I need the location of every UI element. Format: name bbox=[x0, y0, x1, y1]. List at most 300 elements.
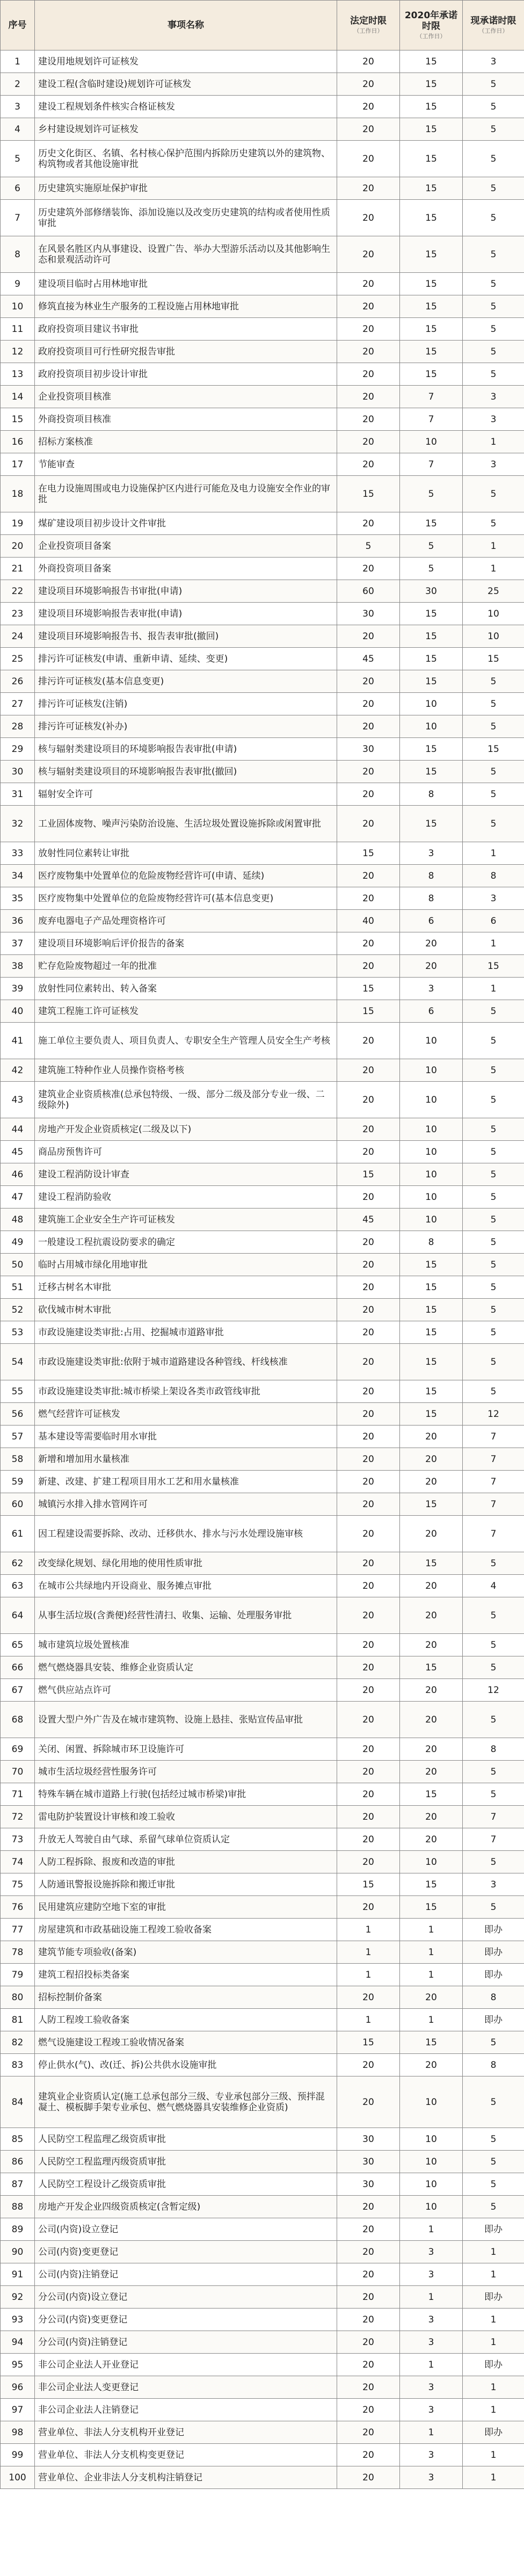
row-item-name: 排污许可证核发(基本信息变更) bbox=[35, 670, 337, 693]
row-item-name: 建设项目环境影响报告书审批(申请) bbox=[35, 580, 337, 603]
row-number: 94 bbox=[1, 2331, 35, 2354]
row-number: 75 bbox=[1, 1873, 35, 1896]
row-legal-limit: 20 bbox=[337, 1761, 400, 1783]
row-number: 5 bbox=[1, 141, 35, 177]
row-number: 93 bbox=[1, 2309, 35, 2331]
row-promise-2020: 10 bbox=[400, 1163, 463, 1186]
table-row bbox=[1, 1783, 524, 1806]
row-item-name: 营业单位、非法人分支机构变更登记 bbox=[35, 2444, 337, 2466]
row-item-name: 人民防空工程设计乙级资质审批 bbox=[35, 2173, 337, 2196]
row-promise-2020: 10 bbox=[400, 715, 463, 738]
row-promise-2020: 10 bbox=[400, 1118, 463, 1141]
row-legal-limit: 20 bbox=[337, 2263, 400, 2286]
row-current-limit: 7 bbox=[463, 1426, 524, 1448]
row-item-name: 升放无人驾驶自由气球、系留气球单位资质认定 bbox=[35, 1828, 337, 1851]
row-current-limit: 4 bbox=[463, 1575, 524, 1597]
row-number: 30 bbox=[1, 761, 35, 783]
header-current-promise: 现承诺时限 （工作日） bbox=[463, 1, 524, 50]
row-item-name: 建设工程消防验收 bbox=[35, 1186, 337, 1209]
table-row bbox=[1, 1761, 524, 1783]
row-item-name: 房地产开发企业资质核定(二级及以下) bbox=[35, 1118, 337, 1141]
row-legal-limit: 20 bbox=[337, 1254, 400, 1276]
table-row bbox=[1, 177, 524, 200]
row-promise-2020: 6 bbox=[400, 910, 463, 932]
table-row bbox=[1, 1964, 524, 1986]
row-legal-limit: 20 bbox=[337, 955, 400, 978]
row-legal-limit: 20 bbox=[337, 1186, 400, 1209]
row-item-name: 建设用地规划许可证核发 bbox=[35, 50, 337, 73]
row-number: 24 bbox=[1, 625, 35, 648]
row-legal-limit: 45 bbox=[337, 648, 400, 670]
row-item-name: 燃气设施建设工程竣工验收情况备案 bbox=[35, 2031, 337, 2054]
table-row bbox=[1, 2444, 524, 2466]
table-row bbox=[1, 73, 524, 96]
row-number: 57 bbox=[1, 1426, 35, 1448]
row-item-name: 雷电防护装置设计审核和竣工验收 bbox=[35, 1806, 337, 1828]
row-number: 80 bbox=[1, 1986, 35, 2009]
row-number: 98 bbox=[1, 2421, 35, 2444]
table-row bbox=[1, 783, 524, 806]
table-row bbox=[1, 1896, 524, 1919]
row-item-name: 分公司(内资)注销登记 bbox=[35, 2331, 337, 2354]
row-legal-limit: 20 bbox=[337, 2054, 400, 2076]
row-number: 55 bbox=[1, 1380, 35, 1403]
row-legal-limit: 20 bbox=[337, 1896, 400, 1919]
row-item-name: 新增和增加用水量核准 bbox=[35, 1448, 337, 1471]
row-item-name: 分公司(内资)设立登记 bbox=[35, 2286, 337, 2309]
row-item-name: 一般建设工程抗震设防要求的确定 bbox=[35, 1231, 337, 1254]
row-item-name: 政府投资项目初步设计审批 bbox=[35, 363, 337, 386]
row-item-name: 乡村建设规划许可证核发 bbox=[35, 118, 337, 141]
table-row bbox=[1, 887, 524, 910]
table-row bbox=[1, 1254, 524, 1276]
row-promise-2020: 10 bbox=[400, 2151, 463, 2173]
row-item-name: 排污许可证核发(补办) bbox=[35, 715, 337, 738]
row-current-limit: 5 bbox=[463, 295, 524, 318]
row-promise-2020: 15 bbox=[400, 670, 463, 693]
row-promise-2020: 3 bbox=[400, 2466, 463, 2489]
table-row bbox=[1, 2076, 524, 2128]
row-legal-limit: 20 bbox=[337, 2466, 400, 2489]
row-item-name: 建筑业企业资质核准(总承包特级、一级、部分二级及部分专业一级、二级除外) bbox=[35, 1082, 337, 1118]
row-current-limit: 5 bbox=[463, 1000, 524, 1023]
row-current-limit: 5 bbox=[463, 693, 524, 715]
row-current-limit: 1 bbox=[463, 2466, 524, 2489]
table-row bbox=[1, 1082, 524, 1118]
table-row bbox=[1, 1702, 524, 1738]
table-row bbox=[1, 1656, 524, 1679]
row-item-name: 企业投资项目核准 bbox=[35, 386, 337, 408]
row-current-limit: 5 bbox=[463, 1082, 524, 1118]
row-current-limit: 5 bbox=[463, 1851, 524, 1873]
table-row bbox=[1, 2173, 524, 2196]
row-promise-2020: 10 bbox=[400, 2076, 463, 2128]
row-legal-limit: 20 bbox=[337, 200, 400, 236]
row-current-limit: 5 bbox=[463, 1299, 524, 1321]
row-promise-2020: 8 bbox=[400, 887, 463, 910]
row-number: 20 bbox=[1, 535, 35, 558]
row-promise-2020: 5 bbox=[400, 535, 463, 558]
row-promise-2020: 8 bbox=[400, 783, 463, 806]
row-current-limit: 25 bbox=[463, 580, 524, 603]
row-promise-2020: 15 bbox=[400, 512, 463, 535]
row-legal-limit: 20 bbox=[337, 1426, 400, 1448]
row-number: 8 bbox=[1, 236, 35, 273]
row-legal-limit: 20 bbox=[337, 341, 400, 363]
row-legal-limit: 20 bbox=[337, 1634, 400, 1656]
row-current-limit: 3 bbox=[463, 408, 524, 431]
row-current-limit: 即办 bbox=[463, 2218, 524, 2241]
table-row bbox=[1, 2009, 524, 2031]
row-item-name: 停止供水(气)、改(迁、拆)公共供水设施审批 bbox=[35, 2054, 337, 2076]
table-row bbox=[1, 1403, 524, 1426]
row-legal-limit: 15 bbox=[337, 476, 400, 512]
row-number: 81 bbox=[1, 2009, 35, 2031]
row-current-limit: 1 bbox=[463, 2444, 524, 2466]
row-promise-2020: 10 bbox=[400, 1141, 463, 1163]
table-row bbox=[1, 295, 524, 318]
row-current-limit: 15 bbox=[463, 648, 524, 670]
table-row bbox=[1, 1186, 524, 1209]
row-number: 41 bbox=[1, 1023, 35, 1059]
row-item-name: 建设项目临时占用林地审批 bbox=[35, 273, 337, 295]
row-legal-limit: 20 bbox=[337, 2309, 400, 2331]
row-current-limit: 3 bbox=[463, 453, 524, 476]
row-current-limit: 5 bbox=[463, 512, 524, 535]
table-row bbox=[1, 200, 524, 236]
table-row bbox=[1, 2286, 524, 2309]
row-item-name: 建设项目环境影响报告表审批(申请) bbox=[35, 603, 337, 625]
row-item-name: 施工单位主要负责人、项目负责人、专职安全生产管理人员安全生产考核 bbox=[35, 1023, 337, 1059]
table-row bbox=[1, 2128, 524, 2151]
row-promise-2020: 15 bbox=[400, 50, 463, 73]
row-current-limit: 5 bbox=[463, 2076, 524, 2128]
row-promise-2020: 5 bbox=[400, 558, 463, 580]
row-item-name: 非公司企业法人变更登记 bbox=[35, 2376, 337, 2399]
row-promise-2020: 15 bbox=[400, 141, 463, 177]
row-current-limit: 15 bbox=[463, 955, 524, 978]
row-legal-limit: 20 bbox=[337, 1141, 400, 1163]
row-item-name: 临时占用城市绿化用地审批 bbox=[35, 1254, 337, 1276]
row-current-limit: 5 bbox=[463, 273, 524, 295]
row-promise-2020: 1 bbox=[400, 2009, 463, 2031]
row-promise-2020: 20 bbox=[400, 1516, 463, 1552]
row-legal-limit: 20 bbox=[337, 2331, 400, 2354]
row-legal-limit: 20 bbox=[337, 50, 400, 73]
row-current-limit: 即办 bbox=[463, 1964, 524, 1986]
row-promise-2020: 15 bbox=[400, 1321, 463, 1344]
row-legal-limit: 15 bbox=[337, 978, 400, 1000]
row-item-name: 排污许可证核发(注销) bbox=[35, 693, 337, 715]
row-legal-limit: 15 bbox=[337, 1163, 400, 1186]
row-promise-2020: 15 bbox=[400, 73, 463, 96]
row-legal-limit: 15 bbox=[337, 1000, 400, 1023]
row-item-name: 设置大型户外广告及在城市建筑物、设施上悬挂、张贴宣传品审批 bbox=[35, 1702, 337, 1738]
row-legal-limit: 1 bbox=[337, 2009, 400, 2031]
row-legal-limit: 1 bbox=[337, 1919, 400, 1941]
row-current-limit: 6 bbox=[463, 910, 524, 932]
row-number: 13 bbox=[1, 363, 35, 386]
row-promise-2020: 10 bbox=[400, 1186, 463, 1209]
row-legal-limit: 20 bbox=[337, 2354, 400, 2376]
row-number: 68 bbox=[1, 1702, 35, 1738]
row-promise-2020: 1 bbox=[400, 1941, 463, 1964]
table-row bbox=[1, 670, 524, 693]
table-row bbox=[1, 1828, 524, 1851]
row-item-name: 建设工程规划条件核实合格证核发 bbox=[35, 96, 337, 118]
row-current-limit: 5 bbox=[463, 318, 524, 341]
row-number: 62 bbox=[1, 1552, 35, 1575]
row-legal-limit: 20 bbox=[337, 118, 400, 141]
row-promise-2020: 15 bbox=[400, 1552, 463, 1575]
row-current-limit: 1 bbox=[463, 431, 524, 453]
row-number: 59 bbox=[1, 1471, 35, 1493]
row-number: 50 bbox=[1, 1254, 35, 1276]
row-number: 33 bbox=[1, 842, 35, 865]
row-current-limit: 5 bbox=[463, 1209, 524, 1231]
row-current-limit: 1 bbox=[463, 2376, 524, 2399]
row-current-limit: 5 bbox=[463, 1059, 524, 1082]
row-promise-2020: 3 bbox=[400, 2376, 463, 2399]
row-promise-2020: 15 bbox=[400, 1783, 463, 1806]
row-current-limit: 1 bbox=[463, 842, 524, 865]
row-legal-limit: 20 bbox=[337, 1783, 400, 1806]
table-row bbox=[1, 2031, 524, 2054]
table-row bbox=[1, 1941, 524, 1964]
table-row bbox=[1, 715, 524, 738]
row-promise-2020: 1 bbox=[400, 2218, 463, 2241]
row-number: 48 bbox=[1, 1209, 35, 1231]
row-number: 52 bbox=[1, 1299, 35, 1321]
row-number: 2 bbox=[1, 73, 35, 96]
table-row bbox=[1, 1679, 524, 1702]
row-item-name: 公司(内资)注销登记 bbox=[35, 2263, 337, 2286]
row-legal-limit: 30 bbox=[337, 603, 400, 625]
row-current-limit: 5 bbox=[463, 1163, 524, 1186]
row-item-name: 营业单位、企业非法人分支机构注销登记 bbox=[35, 2466, 337, 2489]
row-number: 49 bbox=[1, 1231, 35, 1254]
row-current-limit: 12 bbox=[463, 1403, 524, 1426]
row-item-name: 人防工程竣工验收备案 bbox=[35, 2009, 337, 2031]
row-legal-limit: 30 bbox=[337, 2128, 400, 2151]
row-promise-2020: 3 bbox=[400, 2241, 463, 2263]
row-legal-limit: 20 bbox=[337, 1851, 400, 1873]
row-legal-limit: 20 bbox=[337, 806, 400, 842]
row-promise-2020: 15 bbox=[400, 1493, 463, 1516]
row-current-limit: 8 bbox=[463, 2054, 524, 2076]
row-promise-2020: 20 bbox=[400, 1806, 463, 1828]
row-item-name: 招标控制价备案 bbox=[35, 1986, 337, 2009]
row-number: 16 bbox=[1, 431, 35, 453]
row-promise-2020: 20 bbox=[400, 1597, 463, 1634]
row-item-name: 基本建设等需要临时用水审批 bbox=[35, 1426, 337, 1448]
row-promise-2020: 3 bbox=[400, 2309, 463, 2331]
row-promise-2020: 20 bbox=[400, 1448, 463, 1471]
row-item-name: 人民防空工程监理乙级资质审批 bbox=[35, 2128, 337, 2151]
row-current-limit: 10 bbox=[463, 625, 524, 648]
row-legal-limit: 20 bbox=[337, 1597, 400, 1634]
row-legal-limit: 20 bbox=[337, 73, 400, 96]
row-legal-limit: 20 bbox=[337, 1516, 400, 1552]
table-row bbox=[1, 1575, 524, 1597]
row-number: 63 bbox=[1, 1575, 35, 1597]
row-number: 17 bbox=[1, 453, 35, 476]
row-promise-2020: 20 bbox=[400, 955, 463, 978]
row-item-name: 因工程建设需要拆除、改动、迁移供水、排水与污水处理设施审核 bbox=[35, 1516, 337, 1552]
row-item-name: 城市建筑垃圾处置核准 bbox=[35, 1634, 337, 1656]
row-legal-limit: 20 bbox=[337, 2399, 400, 2421]
row-legal-limit: 20 bbox=[337, 1828, 400, 1851]
row-number: 19 bbox=[1, 512, 35, 535]
row-current-limit: 5 bbox=[463, 1783, 524, 1806]
row-legal-limit: 20 bbox=[337, 1702, 400, 1738]
row-legal-limit: 20 bbox=[337, 2286, 400, 2309]
row-number: 79 bbox=[1, 1964, 35, 1986]
row-promise-2020: 10 bbox=[400, 2128, 463, 2151]
row-current-limit: 10 bbox=[463, 603, 524, 625]
row-legal-limit: 60 bbox=[337, 580, 400, 603]
row-current-limit: 5 bbox=[463, 1552, 524, 1575]
row-legal-limit: 20 bbox=[337, 1986, 400, 2009]
row-number: 39 bbox=[1, 978, 35, 1000]
table-row bbox=[1, 2421, 524, 2444]
row-promise-2020: 5 bbox=[400, 476, 463, 512]
row-current-limit: 5 bbox=[463, 1656, 524, 1679]
row-current-limit: 8 bbox=[463, 1986, 524, 2009]
row-number: 32 bbox=[1, 806, 35, 842]
row-item-name: 企业投资项目备案 bbox=[35, 535, 337, 558]
row-current-limit: 5 bbox=[463, 2173, 524, 2196]
row-number: 92 bbox=[1, 2286, 35, 2309]
table-row bbox=[1, 2354, 524, 2376]
header-promise-2020: 2020年承诺时限 （工作日） bbox=[400, 1, 463, 50]
row-number: 54 bbox=[1, 1344, 35, 1380]
table-row bbox=[1, 2151, 524, 2173]
row-number: 84 bbox=[1, 2076, 35, 2128]
row-number: 29 bbox=[1, 738, 35, 761]
row-number: 66 bbox=[1, 1656, 35, 1679]
row-promise-2020: 7 bbox=[400, 453, 463, 476]
table-row bbox=[1, 2263, 524, 2286]
row-item-name: 废弃电器电子产品处理资格许可 bbox=[35, 910, 337, 932]
row-promise-2020: 10 bbox=[400, 1082, 463, 1118]
row-promise-2020: 20 bbox=[400, 1426, 463, 1448]
table-row bbox=[1, 1118, 524, 1141]
row-current-limit: 5 bbox=[463, 1141, 524, 1163]
row-current-limit: 1 bbox=[463, 558, 524, 580]
row-promise-2020: 20 bbox=[400, 1761, 463, 1783]
table-row bbox=[1, 1873, 524, 1896]
row-promise-2020: 20 bbox=[400, 2054, 463, 2076]
row-promise-2020: 1 bbox=[400, 2421, 463, 2444]
table-row bbox=[1, 1000, 524, 1023]
row-current-limit: 即办 bbox=[463, 2009, 524, 2031]
row-legal-limit: 20 bbox=[337, 761, 400, 783]
row-legal-limit: 15 bbox=[337, 2031, 400, 2054]
table-row bbox=[1, 535, 524, 558]
table-row bbox=[1, 363, 524, 386]
row-current-limit: 5 bbox=[463, 118, 524, 141]
table-row bbox=[1, 2241, 524, 2263]
row-current-limit: 3 bbox=[463, 887, 524, 910]
row-item-name: 在电力设施周围或电力设施保护区内进行可能危及电力设施安全作业的审批 bbox=[35, 476, 337, 512]
row-number: 47 bbox=[1, 1186, 35, 1209]
row-current-limit: 7 bbox=[463, 1806, 524, 1828]
row-promise-2020: 10 bbox=[400, 1209, 463, 1231]
row-item-name: 燃气燃烧器具安装、维修企业资质认定 bbox=[35, 1656, 337, 1679]
table-row bbox=[1, 1493, 524, 1516]
row-legal-limit: 20 bbox=[337, 408, 400, 431]
row-item-name: 外商投资项目备案 bbox=[35, 558, 337, 580]
row-legal-limit: 20 bbox=[337, 512, 400, 535]
row-current-limit: 5 bbox=[463, 783, 524, 806]
row-promise-2020: 3 bbox=[400, 842, 463, 865]
row-legal-limit: 20 bbox=[337, 96, 400, 118]
row-legal-limit: 5 bbox=[337, 535, 400, 558]
row-promise-2020: 15 bbox=[400, 96, 463, 118]
row-legal-limit: 30 bbox=[337, 2151, 400, 2173]
table-row bbox=[1, 1059, 524, 1082]
row-legal-limit: 30 bbox=[337, 2173, 400, 2196]
row-current-limit: 5 bbox=[463, 1597, 524, 1634]
row-item-name: 市政设施建设类审批:依附于城市道路建设各种管线、杆线核准 bbox=[35, 1344, 337, 1380]
row-item-name: 市政设施建设类审批:占用、挖掘城市道路审批 bbox=[35, 1321, 337, 1344]
row-current-limit: 7 bbox=[463, 1471, 524, 1493]
table-row bbox=[1, 1299, 524, 1321]
row-current-limit: 5 bbox=[463, 761, 524, 783]
row-promise-2020: 15 bbox=[400, 1873, 463, 1896]
row-promise-2020: 8 bbox=[400, 1231, 463, 1254]
table-row bbox=[1, 761, 524, 783]
row-legal-limit: 20 bbox=[337, 558, 400, 580]
row-promise-2020: 15 bbox=[400, 1299, 463, 1321]
row-promise-2020: 3 bbox=[400, 978, 463, 1000]
table-row bbox=[1, 1321, 524, 1344]
row-promise-2020: 10 bbox=[400, 431, 463, 453]
row-promise-2020: 3 bbox=[400, 2331, 463, 2354]
row-promise-2020: 10 bbox=[400, 2196, 463, 2218]
row-promise-2020: 30 bbox=[400, 580, 463, 603]
row-item-name: 特殊车辆在城市道路上行驶(包括经过城市桥梁)审批 bbox=[35, 1783, 337, 1806]
row-item-name: 在城市公共绿地内开设商业、服务摊点审批 bbox=[35, 1575, 337, 1597]
row-promise-2020: 20 bbox=[400, 1471, 463, 1493]
row-item-name: 市政设施建设类审批:城市桥梁上架设各类市政管线审批 bbox=[35, 1380, 337, 1403]
row-promise-2020: 20 bbox=[400, 1679, 463, 1702]
table-row bbox=[1, 2331, 524, 2354]
table-row bbox=[1, 408, 524, 431]
row-promise-2020: 15 bbox=[400, 363, 463, 386]
row-current-limit: 5 bbox=[463, 96, 524, 118]
table-row bbox=[1, 2054, 524, 2076]
row-item-name: 核与辐射类建设项目的环境影响报告表审批(撤回) bbox=[35, 761, 337, 783]
row-legal-limit: 20 bbox=[337, 1806, 400, 1828]
table-row bbox=[1, 2309, 524, 2331]
row-promise-2020: 3 bbox=[400, 2444, 463, 2466]
row-legal-limit: 20 bbox=[337, 783, 400, 806]
row-number: 73 bbox=[1, 1828, 35, 1851]
row-item-name: 公司(内资)设立登记 bbox=[35, 2218, 337, 2241]
row-current-limit: 1 bbox=[463, 535, 524, 558]
table-row bbox=[1, 476, 524, 512]
row-number: 64 bbox=[1, 1597, 35, 1634]
row-legal-limit: 15 bbox=[337, 842, 400, 865]
row-current-limit: 5 bbox=[463, 476, 524, 512]
row-current-limit: 即办 bbox=[463, 2421, 524, 2444]
row-number: 40 bbox=[1, 1000, 35, 1023]
row-item-name: 修筑直接为林业生产服务的工程设施占用林地审批 bbox=[35, 295, 337, 318]
table-row bbox=[1, 236, 524, 273]
row-item-name: 煤矿建设项目初步设计文件审批 bbox=[35, 512, 337, 535]
